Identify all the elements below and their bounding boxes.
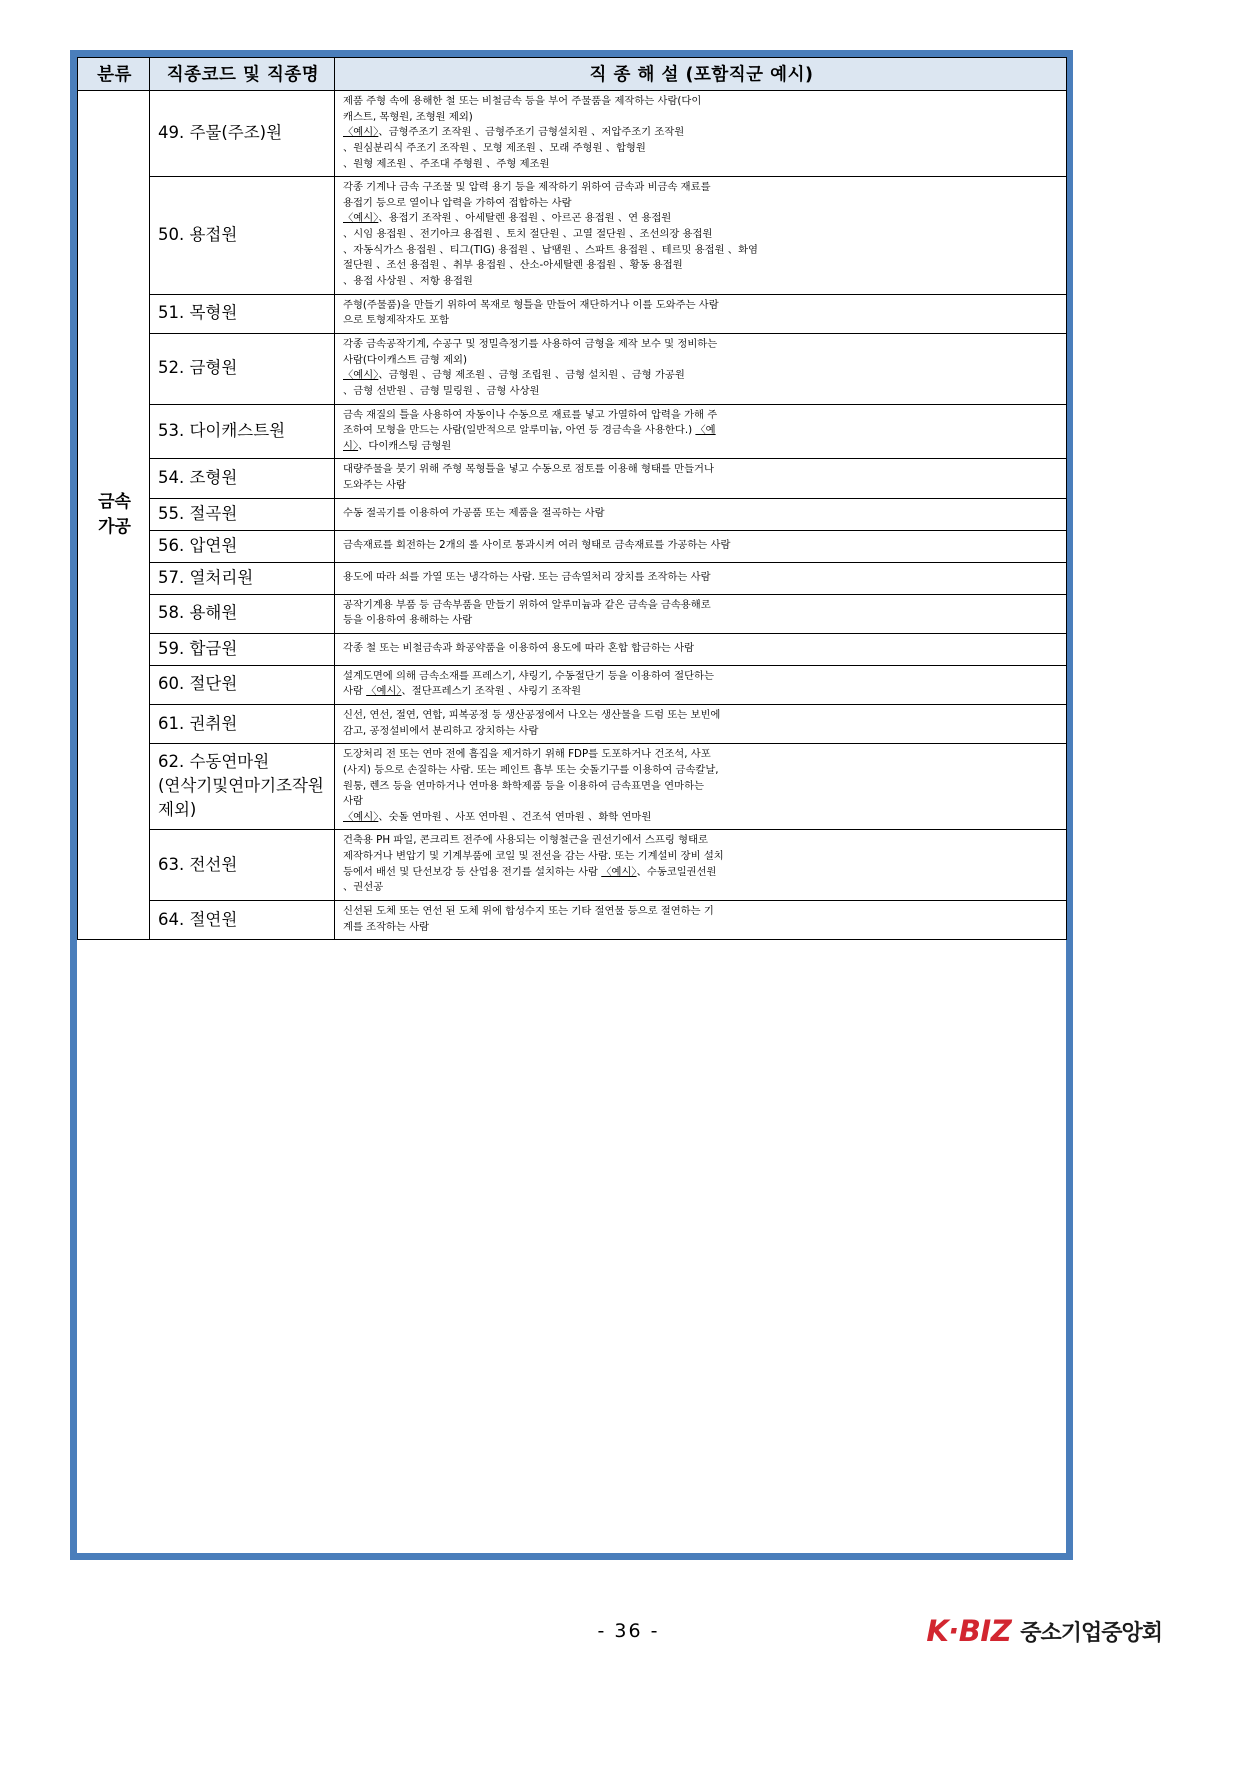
- job-code-name-cell: 50. 용접원: [150, 177, 335, 294]
- job-code-name-cell: 52. 금형원: [150, 333, 335, 404]
- job-description-line: (사지) 등으로 손질하는 사람. 또는 페인트 흡부 또는 숫돌기구를 이용하여 금속칼날,: [343, 763, 719, 776]
- job-code-name-cell: 60. 절단원: [150, 665, 335, 704]
- job-description-line: 각종 철 또는 비철금속과 화공약품을 이용하여 용도에 따라 혼합 합금하는 사람: [343, 641, 695, 654]
- example-marker: 〈예시〉: [343, 126, 379, 139]
- table-header: [78, 58, 1067, 91]
- job-description-line: 캐스트, 목형원, 조형원 제외): [343, 110, 473, 123]
- job-description-cell: [335, 830, 1067, 901]
- example-marker: 〈예: [695, 424, 716, 437]
- job-code-name-cell: 57. 열처리원: [150, 562, 335, 594]
- table-row: [78, 294, 1067, 333]
- job-description-line: 、원형 제조원 、주조대 주형원 、주형 제조원: [343, 157, 550, 170]
- job-description-line: 〈예시〉、금형주조기 조작원 、금형주조기 금형설치원 、저압주조기 조작원: [343, 126, 685, 139]
- job-description-line: 、권선공: [343, 881, 384, 894]
- job-description-line: 、자동식가스 용접원 、티그(TIG) 용접원 、납땜원 、스파트 용접원 、테르밋 용접원 、화염: [343, 243, 758, 256]
- kbiz-logo-mark: K·BIZ: [926, 1614, 1012, 1648]
- job-description-cell: [335, 744, 1067, 830]
- job-description-cell: [335, 633, 1067, 665]
- table-row: [78, 333, 1067, 404]
- job-description-line: 금속 재질의 틀을 사용하여 자동이나 수동으로 재료를 넣고 가열하여 압력을 가해 주: [343, 408, 718, 421]
- job-description-line: 、시임 용접원 、전기아크 용접원 、토치 절단원 、고열 절단원 、조선의장 용접원: [343, 228, 713, 241]
- job-description-line: 각종 금속공작기계, 수공구 및 정밀측정기를 사용하여 금형을 제작 보수 및 정비하는: [343, 337, 718, 350]
- category-cell-metal-processing: [78, 91, 150, 940]
- job-description-line: 사람: [343, 795, 363, 808]
- job-description-line: 、용접 사상원 、저항 용접원: [343, 275, 473, 288]
- job-code-name-line: 제외): [158, 800, 197, 820]
- page-border-right: [1066, 50, 1073, 1560]
- job-description-cell: [335, 91, 1067, 177]
- table-header-row: [78, 58, 1067, 91]
- job-code-name-cell: 58. 용해원: [150, 594, 335, 633]
- job-description-line: 도와주는 사람: [343, 479, 406, 492]
- job-code-name-cell: 51. 목형원: [150, 294, 335, 333]
- example-marker: 〈예시〉: [343, 212, 379, 225]
- table-row: [78, 901, 1067, 940]
- job-description-cell: [335, 665, 1067, 704]
- job-code-name-cell: 55. 절곡원: [150, 498, 335, 530]
- category-label-line-1: 금속: [98, 492, 131, 513]
- job-description-line: 설계도면에 의해 금속소재를 프레스기, 샤링기, 수동절단기 등을 이용하여 절단하는: [343, 669, 714, 682]
- table-row: [78, 704, 1067, 743]
- page-border-left: [70, 50, 77, 1560]
- page-footer: [0, 1614, 1257, 1700]
- table-row: [78, 498, 1067, 530]
- job-code-name-cell: 61. 권취원: [150, 704, 335, 743]
- job-classification-table: [77, 57, 1067, 940]
- table-row: [78, 91, 1067, 177]
- table-row: [78, 665, 1067, 704]
- job-description-line: 용접기 등으로 열이나 압력을 가하여 접합하는 사람: [343, 196, 572, 209]
- job-description-line: 、금형 선반원 、금형 밀링원 、금형 사상원: [343, 384, 540, 397]
- job-description-line: 대량주물을 붓기 위해 주형 목형틀을 넣고 수동으로 점토를 이용해 형태를 만들거나: [343, 463, 714, 476]
- job-description-line: 공작기계용 부품 등 금속부품을 만들기 위하여 알루미늄과 같은 금속을 금속용해로: [343, 598, 711, 611]
- job-description-cell: [335, 459, 1067, 498]
- job-code-name-cell: 59. 합금원: [150, 633, 335, 665]
- job-description-cell: [335, 177, 1067, 294]
- column-header-description: 직 종 해 설 (포함직군 예시): [335, 58, 1067, 91]
- column-header-code-name: 직종코드 및 직종명: [150, 58, 335, 91]
- job-description-line: 〈예시〉、금형원 、금형 제조원 、금형 조립원 、금형 설치원 、금형 가공원: [343, 369, 685, 382]
- job-description-cell: [335, 404, 1067, 459]
- job-code-name-line: 62. 수동연마원: [158, 752, 270, 772]
- job-code-name-cell: 53. 다이캐스트원: [150, 404, 335, 459]
- job-code-name-cell: 54. 조형원: [150, 459, 335, 498]
- example-marker: 〈예시〉: [366, 685, 402, 698]
- job-description-cell: [335, 530, 1067, 562]
- job-description-line: 〈예시〉、숫돌 연마원 、사포 연마원 、건조석 연마원 、화학 연마원: [343, 810, 652, 823]
- job-description-cell: [335, 901, 1067, 940]
- table-row: [78, 562, 1067, 594]
- job-description-cell: [335, 333, 1067, 404]
- job-description-line: 으로 토형제작자도 포함: [343, 314, 450, 327]
- table-body: [78, 91, 1067, 940]
- job-description-line: 계를 조작하는 사람: [343, 920, 430, 933]
- job-description-line: 등에서 배선 및 단선보강 등 산업용 전기를 설치하는 사람 〈예시〉、수동코일권선원: [343, 865, 717, 878]
- job-description-line: 원통, 렌즈 등을 연마하거나 연마용 화학제품 등을 이용하여 금속표면을 연마하는: [343, 779, 704, 792]
- job-code-name-cell: 49. 주물(주조)원: [150, 91, 335, 177]
- table-row: [78, 459, 1067, 498]
- job-description-line: 각종 기계나 금속 구조물 및 압력 용기 등을 제작하기 위하여 금속과 비금속 재료를: [343, 181, 711, 194]
- job-code-name-line: (연삭기및연마기조작원: [158, 776, 324, 796]
- table-row: [78, 404, 1067, 459]
- table-row: [78, 530, 1067, 562]
- job-description-line: 도장처리 전 또는 연마 전에 흠집을 제거하기 위해 FDP를 도포하거나 건조석, 사포: [343, 748, 711, 761]
- job-description-line: 조하여 모형을 만드는 사람(일반적으로 알루미늄, 아연 등 경금속을 사용한다.) 〈예: [343, 424, 716, 437]
- kbiz-logo: [926, 1614, 1162, 1648]
- example-marker: 시〉: [343, 439, 359, 452]
- column-header-category: 분류: [78, 58, 150, 91]
- job-description-cell: [335, 294, 1067, 333]
- example-marker: 〈예시〉: [343, 369, 379, 382]
- job-description-cell: [335, 562, 1067, 594]
- job-description-cell: [335, 594, 1067, 633]
- page-number: - 36 -: [597, 1620, 660, 1642]
- job-description-line: 、원심분리식 주조기 조작원 、모형 제조원 、모래 주형원 、합형원: [343, 141, 646, 154]
- page-border-top: [70, 50, 1073, 57]
- job-classification-table-container: [77, 57, 1066, 940]
- job-description-line: 건축용 PH 파일, 콘크리트 전주에 사용되는 이형철근을 권선기에서 스프링 형태로: [343, 834, 708, 847]
- job-description-line: 감고, 공정설비에서 분리하고 장치하는 사람: [343, 724, 539, 737]
- job-description-line: 시〉、다이캐스팅 금형원: [343, 439, 452, 452]
- table-row: [78, 830, 1067, 901]
- job-code-name-cell: 63. 전선원: [150, 830, 335, 901]
- job-description-line: 신선된 도체 또는 연선 된 도체 위에 합성수지 또는 기타 절연물 등으로 절연하는 기: [343, 905, 714, 918]
- job-description-line: 사람 〈예시〉、절단프레스기 조작원 、샤링기 조작원: [343, 685, 582, 698]
- job-description-line: 금속재료를 회전하는 2개의 롤 사이로 통과시켜 여러 형태로 금속재료를 가공하는 사람: [343, 538, 731, 551]
- table-row: [78, 744, 1067, 830]
- job-code-name-cell: [150, 744, 335, 830]
- table-row: [78, 633, 1067, 665]
- job-code-name-cell: 56. 압연원: [150, 530, 335, 562]
- job-description-line: 등을 이용하여 용해하는 사람: [343, 614, 473, 627]
- category-label-line-2: 가공: [98, 516, 131, 537]
- job-description-cell: [335, 498, 1067, 530]
- job-description-line: 사람(다이캐스트 금형 제외): [343, 353, 467, 366]
- example-marker: 〈예시〉: [601, 865, 637, 878]
- job-description-line: 〈예시〉、용접기 조작원 、아세탈렌 용접원 、아르곤 용접원 、연 용접원: [343, 212, 672, 225]
- job-description-line: 주형(주물품)을 만들기 위하여 목재로 형틀을 만들어 재단하거나 이를 도와주는 사람: [343, 298, 719, 311]
- page-border-bottom: [70, 1553, 1073, 1560]
- example-marker: 〈예시〉: [343, 810, 379, 823]
- job-description-line: 절단원 、조선 용접원 、취부 용접원 、산소-아세탈렌 용접원 、황동 용접원: [343, 259, 683, 272]
- kbiz-logo-name: 중소기업중앙회: [1020, 1620, 1162, 1646]
- job-code-name-cell: 64. 절연원: [150, 901, 335, 940]
- table-row: [78, 594, 1067, 633]
- job-description-line: 제품 주형 속에 용해한 철 또는 비철금속 등을 부어 주물품을 제작하는 사람(다이: [343, 95, 702, 107]
- table-row: [78, 177, 1067, 294]
- job-description-line: 제작하거나 변압기 및 기계부품에 코일 및 전선을 감는 사람. 또는 기계설비 장비 설치: [343, 850, 724, 863]
- job-description-line: 용도에 따라 쇠를 가열 또는 냉각하는 사람. 또는 금속열처리 장치를 조작하는 사람: [343, 570, 711, 583]
- job-description-line: 수동 절곡기를 이용하여 가공품 또는 제품을 절곡하는 사람: [343, 506, 605, 519]
- job-description-cell: [335, 704, 1067, 743]
- job-description-line: 신선, 연선, 절연, 연합, 피복공정 등 생산공정에서 나오는 생산물을 드럼 또는 보빈에: [343, 708, 721, 721]
